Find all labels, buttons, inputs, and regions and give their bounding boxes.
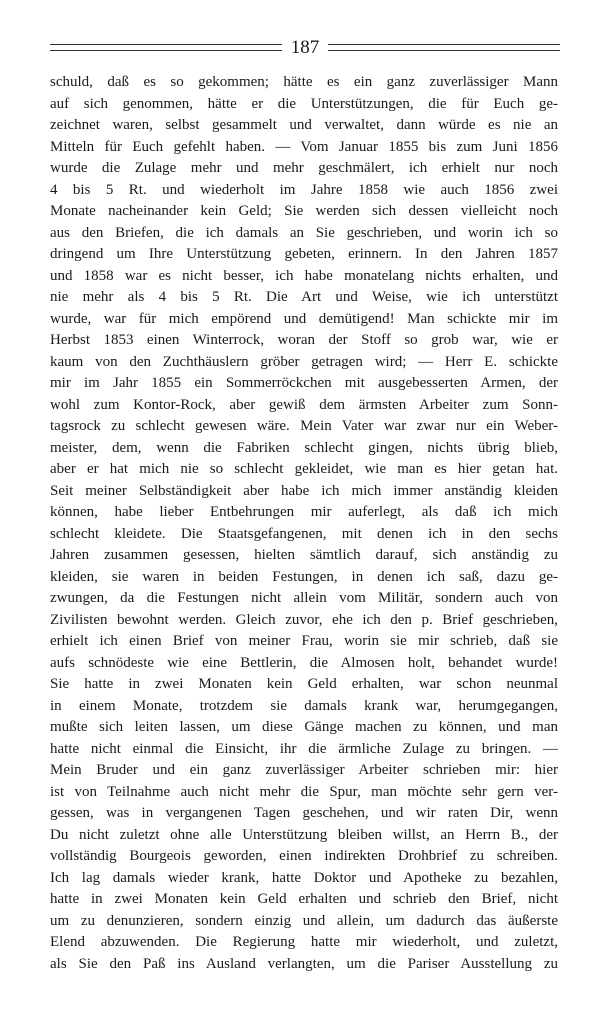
- text-line: Mein Bruder und ein ganz zuverlässiger Arbeiter schrieben mir: hier: [50, 762, 558, 778]
- text-line: können, habe lieber Entbehrungen mir auferlegt, als daß ich mich: [50, 504, 558, 520]
- text-line: Elend abzuwenden. Die Regierung hatte mir wiederholt, und zuletzt,: [50, 934, 558, 950]
- text-line: wurde, war für mich empörend und demütigend! Man schickte mir im: [50, 310, 558, 327]
- text-line: wurde die Zulage mehr und mehr geschmälert, ich erhielt nur noch: [50, 160, 558, 176]
- text-line: kaum von den Zuchthäuslern gröber getragen wird; — Herr E. schickte: [50, 353, 558, 370]
- text-line: ist von Teilnahme auch nicht mehr die Spur, man möchte sehr gern ver-: [50, 783, 558, 800]
- text-line: auf sich genommen, hätte er die Unterstützungen, die für Euch ge-: [50, 95, 558, 112]
- text-line: erhielt ich einen Brief von meiner Frau, worin sie mir schrieb, daß sie: [50, 633, 558, 649]
- text-line: aber er hat mich nie so schlecht gekleidet, wie man es hier getan hat.: [50, 461, 558, 477]
- page-header: [50, 36, 560, 58]
- body-text: [50, 72, 558, 975]
- text-line: Mitteln für Euch gefehlt haben. — Vom Januar 1855 bis zum Juni 1856: [50, 138, 558, 155]
- text-line: gessen, was in vergangenen Tagen geschehen, und wir raten Dir, wenn: [50, 805, 558, 821]
- text-line: Zivilisten bewohnt werden. Gleich zuvor, ehe ich den p. Brief geschrieben,: [50, 611, 558, 628]
- text-line: meister, dem, wenn die Fabriken schlecht gingen, nichts übrig blieb,: [50, 439, 558, 456]
- text-line: zeichnet waren, selbst gesammelt und verwaltet, dann würde es nie an: [50, 117, 558, 133]
- text-line: zwungen, da die Festungen nicht allein vom Militär, sondern auch von: [50, 590, 558, 606]
- text-line: aufs schnödeste wie eine Bettlerin, die Almosen holt, behandet wurde!: [50, 654, 558, 671]
- text-line: Monate nacheinander kein Geld; Sie werden sich dessen vielleicht noch: [50, 203, 558, 219]
- text-line: hatte nicht einmal die Einsicht, ihr die ärmliche Zulage zu bringen. —: [50, 740, 558, 757]
- header-rule-right: [328, 44, 560, 51]
- text-line: Sie hatte in zwei Monaten kein Geld erhalten, war schon neunmal: [50, 676, 558, 692]
- text-line: 4 bis 5 Rt. und wiederholt im Jahre 1858 wie auch 1856 zwei: [50, 181, 558, 198]
- text-line: in einem Monate, trotzdem sie damals krank war, herumgegangen,: [50, 697, 558, 714]
- text-line: Seit meiner Selbständigkeit aber habe ich mich immer anständig kleiden: [50, 482, 558, 499]
- text-line: dringend um Ihre Unterstützung gebeten, erinnern. In den Jahren 1857: [50, 246, 558, 262]
- text-line: um zu denunzieren, sondern einzig und allein, um dadurch das äußerste: [50, 912, 558, 929]
- text-line: und 1858 war es nicht besser, ich habe monatelang nichts erhalten, und: [50, 267, 558, 284]
- text-line: nie mehr als 4 bis 5 Rt. Die Art und Weise, wie ich unterstützt: [50, 289, 558, 305]
- text-line: Du nicht zuletzt ohne alle Unterstützung bleiben willst, an Herrn B., der: [50, 826, 558, 843]
- text-line: schuld, daß es so gekommen; hätte es ein ganz zuverlässiger Mann: [50, 74, 558, 90]
- page-number: 187: [290, 36, 320, 58]
- text-line: mir im Jahr 1855 ein Sommerröckchen mit ausgebesserten Armen, der: [50, 375, 558, 391]
- text-line: hatte in zwei Monaten kein Geld erhalten und schrieb den Brief, nicht: [50, 891, 558, 907]
- text-line: Ich lag damals wieder krank, hatte Doktor und Apotheke zu bezahlen,: [50, 869, 558, 886]
- text-line: mußte sich leiten lassen, um diese Gänge machen zu können, und man: [50, 719, 558, 735]
- text-line: tagsrock zu schlecht gewesen wäre. Mein Vater war zwar nur ein Weber-: [50, 418, 558, 434]
- text-line: vollständig Bourgeois geworden, einen indirekten Drohbrief zu schreiben.: [50, 848, 558, 864]
- text-line: kleiden, sie waren in beiden Festungen, in denen ich saß, dazu ge-: [50, 568, 558, 585]
- text-line: Jahren zusammen gesessen, hielten sämtlich darauf, sich anständig zu: [50, 547, 558, 563]
- text-line: wohl zum Kontor-Rock, aber gewiß dem ärmsten Arbeiter zum Sonn-: [50, 396, 558, 413]
- text-line: aus den Briefen, die ich damals an Sie geschrieben, und worin ich so: [50, 224, 558, 241]
- header-rule-left: [50, 44, 282, 51]
- text-line: als Sie den Paß ins Ausland verlangten, um die Pariser Ausstellung zu: [50, 955, 558, 972]
- text-line: Herbst 1853 einen Winterrock, woran der Stoff so grob war, wie er: [50, 332, 558, 348]
- text-line: schlecht kleidete. Die Staatsgefangenen, mit denen ich in den sechs: [50, 525, 558, 542]
